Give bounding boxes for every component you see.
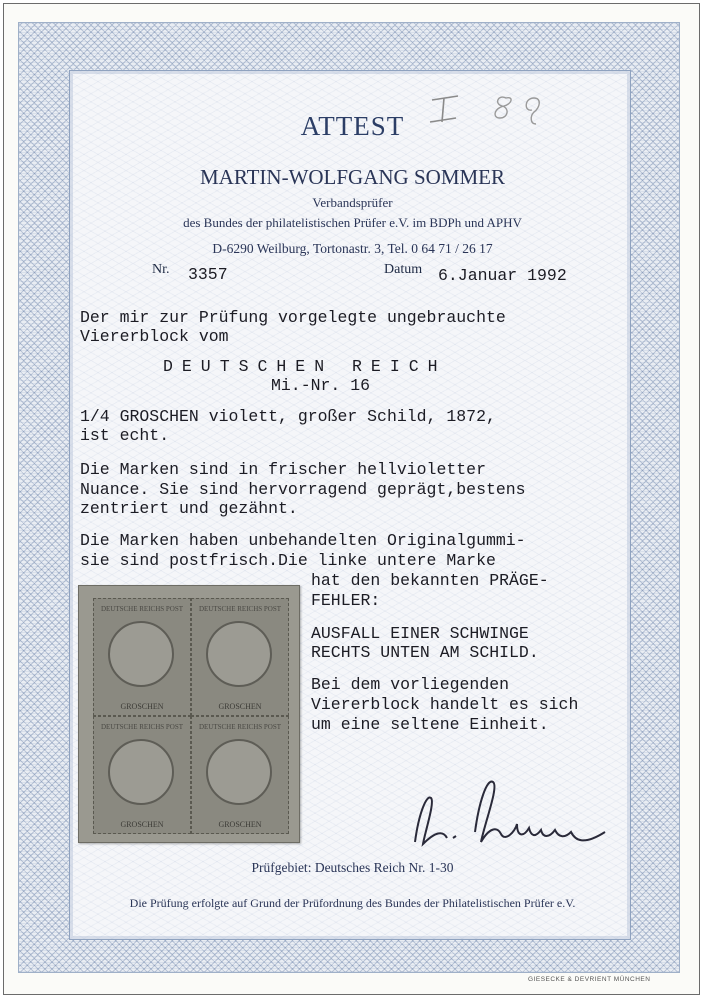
country-heading: DEUTSCHEN REICH [163,357,447,376]
examiner-signature [405,772,620,862]
certificate-title: ATTEST [300,111,405,141]
stamp-bottom-left: DEUTSCHE REICHS POST GROSCHEN [93,716,191,834]
examiner-address: D-6290 Weilburg, Tortonastr. 3, Tel. 0 64 71 / 26 17 [212,241,493,256]
date-label: Datum [384,262,423,277]
catalog-number: Mi.-Nr. 16 [271,376,371,395]
rarity-line-2: Viererblock handelt es sich [311,695,579,714]
fault-line-2: RECHTS UNTEN AM SCHILD. [311,643,539,662]
stamp-top-right: DEUTSCHE REICHS POST GROSCHEN [191,598,289,716]
examiner-name: MARTIN-WOLFGANG SOMMER [200,165,505,189]
description-line-1: 1/4 GROSCHEN violett, großer Schild, 1872, [80,407,496,426]
shield-emboss [206,739,272,805]
gum-line-3: hat den bekannten PRÄGE- [311,571,549,590]
examination-scope: Prüfgebiet: Deutsches Reich Nr. 1-30 [251,860,454,875]
stamp-block-photo [78,585,300,843]
certificate-date: 6.Januar 1992 [438,266,567,285]
nr-label: Nr. [152,262,170,277]
stamp-top-left: DEUTSCHE REICHS POST GROSCHEN [93,598,191,716]
shield-emboss [108,739,174,805]
intro-line-2: Viererblock vom [80,327,229,346]
condition-line-2: Nuance. Sie sind hervorragend geprägt,bestens [80,480,526,499]
shield-emboss [206,621,272,687]
gum-line-4: FEHLER: [311,591,381,610]
description-line-2: ist echt. [80,426,170,445]
examiner-affiliation: des Bundes der philatelistischen Prüfer e.V. im BDPh und APHV [183,215,522,230]
rarity-line-1: Bei dem vorliegenden [311,675,510,694]
fault-line-1: AUSFALL EINER SCHWINGE [311,624,529,643]
gum-line-2: sie sind postfrisch.Die linke untere Marke [80,551,496,570]
examiner-role: Verbandsprüfer [312,195,393,210]
intro-line-1: Der mir zur Prüfung vorgelegte ungebrauchte [80,308,506,327]
stamp-bottom-right: DEUTSCHE REICHS POST GROSCHEN [191,716,289,834]
condition-line-3: zentriert und gezähnt. [80,499,298,518]
condition-line-1: Die Marken sind in frischer hellvioletter [80,460,486,479]
certificate-number: 3357 [188,265,228,284]
rarity-line-3: um eine seltene Einheit. [311,715,549,734]
shield-emboss [108,621,174,687]
printer-imprint: GIESECKE & DEVRIENT MÜNCHEN [528,976,651,983]
examination-rules-note: Die Prüfung erfolgte auf Grund der Prüfordnung des Bundes der Philatelistischen Prüfer e.V. [129,896,576,910]
gum-line-1: Die Marken haben unbehandelten Originalgummi- [80,531,526,550]
